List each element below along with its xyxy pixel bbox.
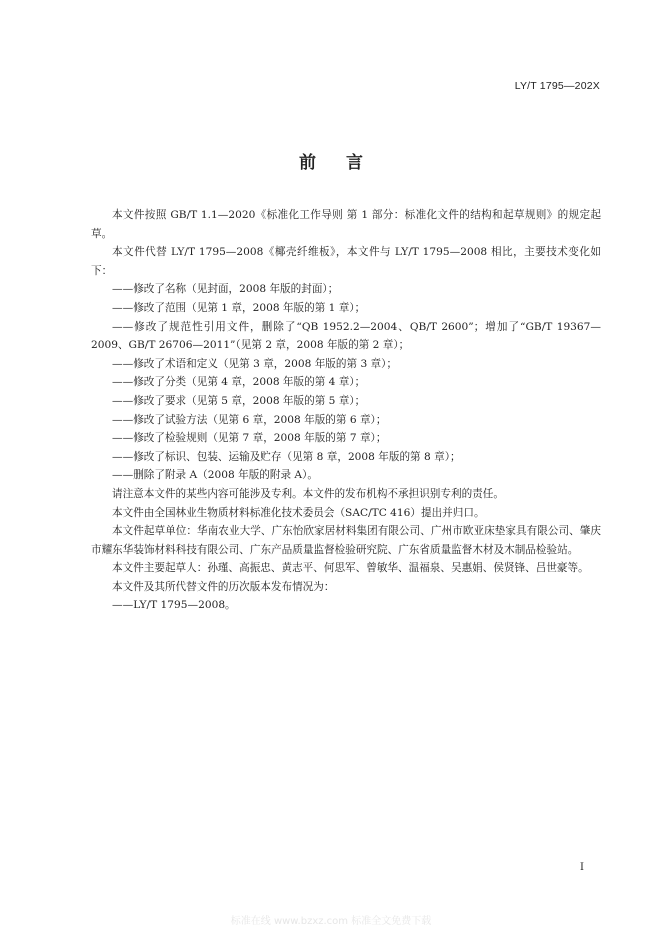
paragraph: 本文件代替 LY/T 1795—2008《椰壳纤维板》，本文件与 LY/T 1795—2008 相比，主要技术变化如下： (91, 246, 601, 277)
list-item: ——修改了试验方法（见第 6 章，2008 年版的第 6 章）； (112, 413, 387, 426)
document-id: LY/T 1795—202X (514, 80, 600, 92)
list-item: ——修改了分类（见第 4 章，2008 年版的第 4 章）； (112, 376, 366, 389)
page-number: I (580, 862, 584, 873)
watermark: 标准在线 www.bzxz.com 标准全文免费下载 (230, 916, 432, 927)
page-title: 前言 (299, 153, 393, 173)
list-item: ——修改了标识、包装、运输及贮存（见第 8 章，2008 年版的第 8 章）； (112, 450, 461, 463)
list-item: ——修改了范围（见第 1 章，2008 年版的第 1 章）； (112, 301, 366, 314)
list-item: ——修改了检验规则（见第 7 章，2008 年版的第 7 章）； (112, 432, 387, 445)
paragraph: 本文件由全国林业生物质材料标准化技术委员会（SAC/TC 416）提出并归口。 (112, 506, 485, 519)
list-item: ——LY/T 1795—2008。 (112, 599, 236, 612)
paragraph: 本文件按照 GB/T 1.1—2020《标准化工作导则 第 1 部分：标准化文件的结构和起草规则》的规定起草。 (91, 209, 601, 240)
paragraph: 请注意本文件的某些内容可能涉及专利。本文件的发布机构不承担识别专利的责任。 (112, 487, 504, 500)
paragraph: 本文件及其所代替文件的历次版本发布情况为： (112, 580, 335, 593)
list-item: ——修改了术语和定义（见第 3 章，2008 年版的第 3 章）； (112, 357, 398, 370)
foreword-body (91, 206, 601, 615)
list-item: ——修改了要求（见第 5 章，2008 年版的第 5 章）； (112, 394, 366, 407)
list-item: ——修改了规范性引用文件，删除了“QB 1952.2—2004、QB/T 2600”；增加了“GB/T 19367—2009、GB/T 26706—2011”（见第 2 章，2008 年版的第 2 章）； (91, 320, 601, 352)
list-item: ——删除了附录 A（2008 年版的附录 A）。 (112, 469, 318, 482)
list-item: ——修改了名称（见封面，2008 年版的封面）； (112, 283, 339, 296)
paragraph: 本文件起草单位：华南农业大学、广东怡欣家居材料集团有限公司、广州市欧亚床垫家具有限公司、肇庆市耀东华装饰材料科技有限公司、广东产品质量监督检验研究院、广东省质量监督木材及木制品检验站。 (91, 525, 601, 556)
paragraph: 本文件主要起草人：孙瑾、高振忠、黄志平、何思军、曾敏华、温福泉、吴惠娟、侯贤锋、吕世豪等。 (112, 562, 589, 575)
